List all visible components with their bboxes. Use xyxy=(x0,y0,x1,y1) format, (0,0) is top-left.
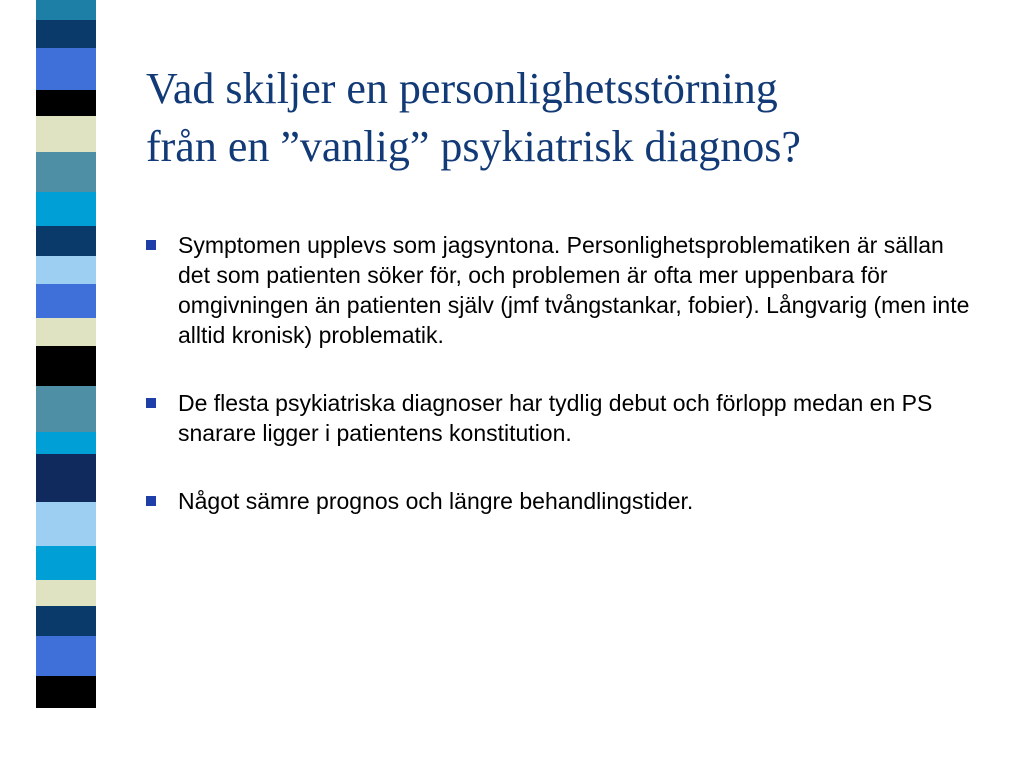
slide-title xyxy=(146,60,986,176)
bullet-text-1: Symptomen upplevs som jagsyntona. Personlighetsproblematiken är sällan det som patienten söker för, och problemen är ofta mer uppenbara för omgivningen än patienten själv (jmf tvångstankar, fobier). Långvarig (men inte alltid kronisk) problematik. xyxy=(178,232,970,348)
decorative-stripe xyxy=(36,580,96,606)
decorative-stripe-bar xyxy=(36,0,96,768)
bullet-list xyxy=(146,230,976,554)
decorative-stripe xyxy=(36,546,96,580)
square-bullet-icon xyxy=(146,398,156,408)
decorative-stripe xyxy=(36,116,96,152)
square-bullet-icon xyxy=(146,496,156,506)
decorative-stripe xyxy=(36,346,96,386)
bullet-item-1 xyxy=(146,230,976,350)
decorative-stripe xyxy=(36,502,96,546)
decorative-stripe xyxy=(36,432,96,454)
decorative-stripe xyxy=(36,226,96,256)
decorative-stripe xyxy=(36,90,96,116)
bullet-text-3: Något sämre prognos och längre behandlingstider. xyxy=(178,488,694,514)
decorative-stripe xyxy=(36,152,96,192)
decorative-stripe xyxy=(36,636,96,676)
decorative-stripe xyxy=(36,454,96,502)
decorative-stripe xyxy=(36,284,96,318)
bullet-item-3 xyxy=(146,486,976,516)
decorative-stripe xyxy=(36,386,96,432)
decorative-stripe xyxy=(36,48,96,90)
decorative-stripe xyxy=(36,318,96,346)
decorative-side-band xyxy=(0,0,118,768)
decorative-stripe xyxy=(36,606,96,636)
slide-title-line-1: Vad skiljer en personlighetsstörning xyxy=(146,64,778,113)
square-bullet-icon xyxy=(146,240,156,250)
decorative-stripe xyxy=(36,0,96,20)
decorative-stripe xyxy=(36,256,96,284)
slide-title-line-2: från en ”vanlig” psykiatrisk diagnos? xyxy=(146,122,801,171)
bullet-item-2 xyxy=(146,388,976,448)
decorative-stripe xyxy=(36,192,96,226)
decorative-stripe xyxy=(36,676,96,708)
decorative-stripe xyxy=(36,20,96,48)
bullet-text-2: De flesta psykiatriska diagnoser har tydlig debut och förlopp medan en PS snarare ligger i patientens konstitution. xyxy=(178,390,933,446)
